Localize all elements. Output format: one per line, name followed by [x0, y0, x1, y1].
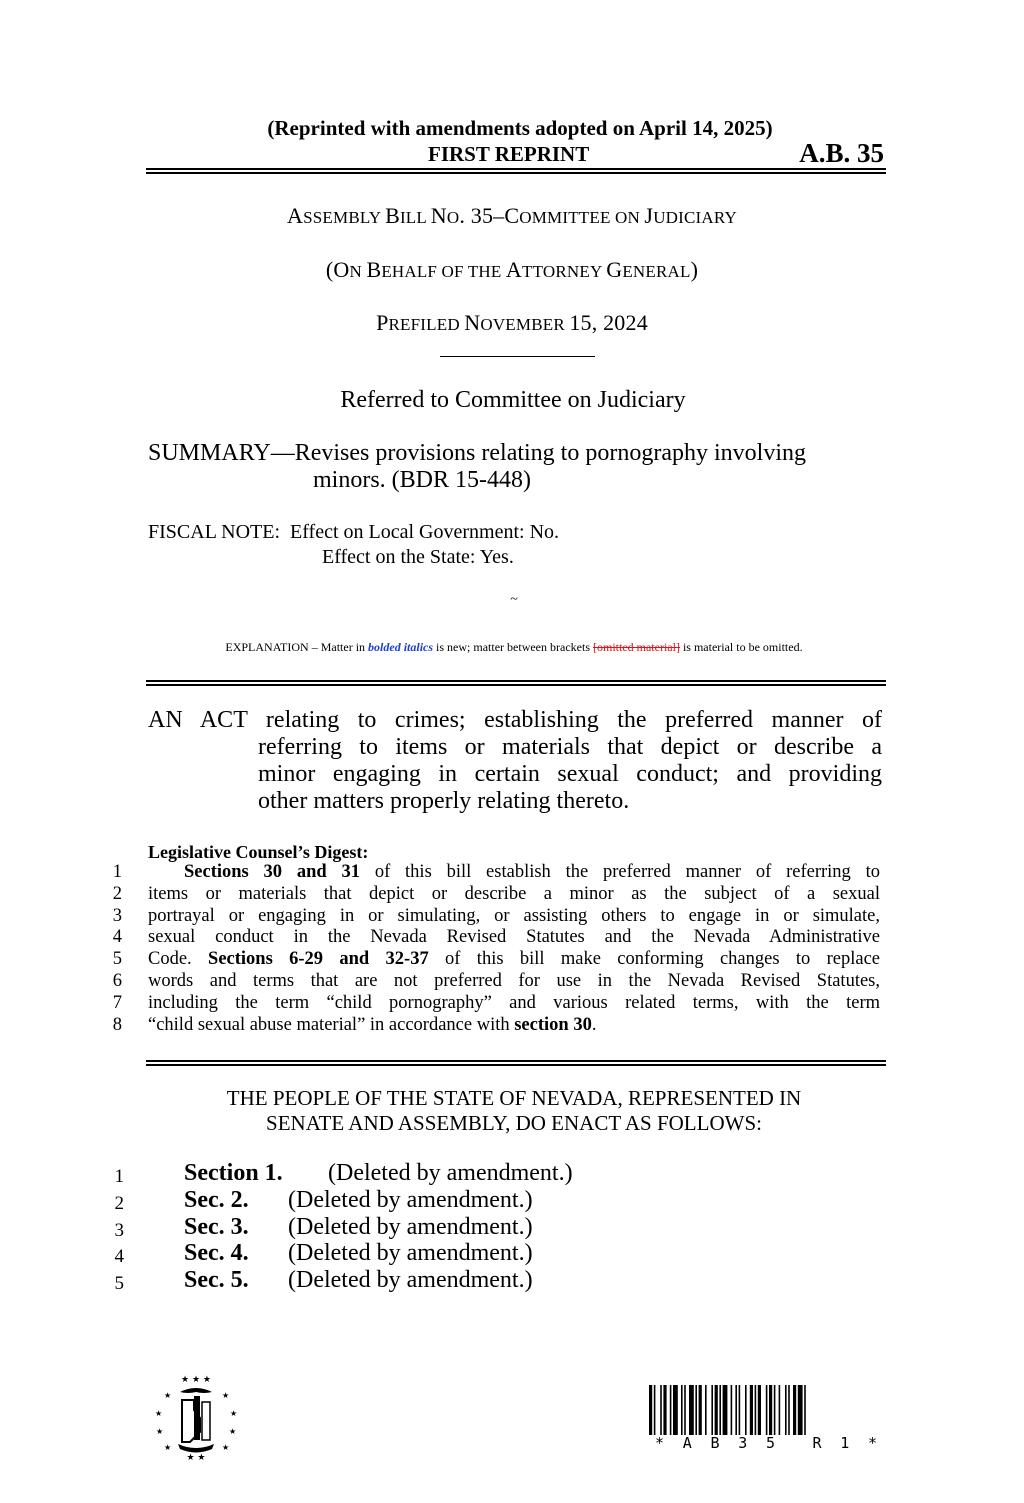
digest-line-7: including the term “child pornography” and various related terms, with the term — [148, 992, 880, 1013]
prefiled-date: PREFILED NOVEMBER 15, 2024 — [376, 310, 648, 335]
enacting-clause: THE PEOPLE OF THE STATE OF NEVADA, REPRESENTED IN SENATE AND ASSEMBLY, DO ENACT AS FOLLOWS: — [226, 1086, 802, 1135]
digest-line-1: Sections 30 and 31 of this bill establish the preferred manner of referring to — [184, 862, 881, 882]
section-3: Sec. 3. (Deleted by amendment.) — [184, 1213, 533, 1240]
title-short-rule — [440, 356, 595, 357]
on-behalf-of: (ON BEHALF OF THE ATTORNEY GENERAL) — [325, 257, 699, 282]
svg-text:★: ★ — [222, 1443, 230, 1452]
section-2: Sec. 2. (Deleted by amendment.) — [184, 1186, 533, 1213]
act-line-3: minor engaging in certain sexual conduct; and providing — [258, 761, 882, 787]
digest-line-6: words and terms that are not preferred for use in the Nevada Revised Statutes, — [148, 970, 880, 991]
summary-line-2: minors. (BDR 15-448) — [313, 467, 531, 493]
section-line-numbers: 1 2 3 4 5 — [114, 1166, 124, 1295]
explanation-double-rule — [146, 680, 886, 686]
act-line-2: referring to items or materials that depict or describe a — [258, 734, 882, 760]
digest-line-4: sexual conduct in the Nevada Revised Statutes and the Nevada Administrative — [148, 927, 880, 948]
act-title — [148, 707, 882, 815]
section-5: Sec. 5. (Deleted by amendment.) — [184, 1267, 533, 1294]
svg-text:★ ★: ★ ★ — [186, 1453, 206, 1462]
act-line-1: AN ACT relating to crimes; establishing the preferred manner of — [148, 707, 882, 733]
svg-text:★: ★ — [164, 1443, 172, 1452]
svg-text:★: ★ — [229, 1427, 237, 1436]
section-4: Sec. 4. (Deleted by amendment.) — [184, 1240, 533, 1267]
summary — [148, 440, 888, 494]
nevada-state-seal-icon — [150, 1370, 242, 1462]
digest-body — [148, 862, 880, 1036]
svg-text:★: ★ — [155, 1409, 163, 1418]
digest-line-3: portrayal or engaging in or simulating, or assisting others to engage in or simulate, — [148, 905, 880, 926]
svg-text:★: ★ — [222, 1391, 230, 1400]
bill-title: ASSEMBLY BILL NO. 35–COMMITTEE ON JUDICIARY — [287, 203, 737, 228]
summary-line-1: SUMMARY—Revises provisions relating to pornography involving — [148, 440, 806, 466]
digest-line-numbers: 1 2 3 4 5 6 7 8 — [112, 862, 122, 1035]
omitted-matter-sample: [omitted material] — [592, 640, 680, 654]
digest-line-5: Code. Sections 6-29 and 32-37 of this bill make conforming changes to replace — [148, 949, 881, 970]
section-1: Section 1. (Deleted by amendment.) — [184, 1160, 573, 1186]
svg-text:★: ★ — [164, 1391, 172, 1400]
bill-number: A.B. 35 — [799, 138, 884, 168]
digest-heading: Legislative Counsel’s Digest: — [148, 842, 369, 862]
first-reprint-label: FIRST REPRINT — [428, 142, 590, 166]
new-matter-sample: bolded italics — [368, 640, 434, 654]
tilde-mark: ~ — [510, 592, 518, 607]
svg-text:★ ★ ★: ★ ★ ★ — [181, 1375, 211, 1385]
act-line-4: other matters properly relating thereto. — [258, 788, 630, 814]
fiscal-note-line-1: FISCAL NOTE: Effect on Local Government: No. — [148, 521, 560, 543]
reprint-note: (Reprinted with amendments adopted on April 14, 2025) — [267, 116, 773, 140]
fiscal-note-line-2: Effect on the State: Yes. — [322, 546, 514, 568]
fiscal-note — [148, 520, 559, 570]
barcode-text: * A B 3 5 R 1 * — [655, 1434, 877, 1452]
referred-to-committee: Referred to Committee on Judiciary — [340, 387, 686, 413]
sections-list — [184, 1160, 573, 1294]
header-double-rule — [146, 168, 886, 174]
digest-line-2: items or materials that depict or describe a minor as the subject of a sexual — [148, 883, 880, 904]
svg-text:★: ★ — [156, 1427, 164, 1436]
digest-line-8: “child sexual abuse material” in accordance with section 30. — [148, 1014, 597, 1035]
explanation-note: EXPLANATION – Matter in bolded italics is new; matter between brackets [omitted material] is material to be omitted. — [225, 640, 803, 654]
digest-double-rule — [146, 1060, 886, 1066]
barcode-icon — [649, 1385, 881, 1435]
svg-text:★: ★ — [230, 1409, 238, 1418]
